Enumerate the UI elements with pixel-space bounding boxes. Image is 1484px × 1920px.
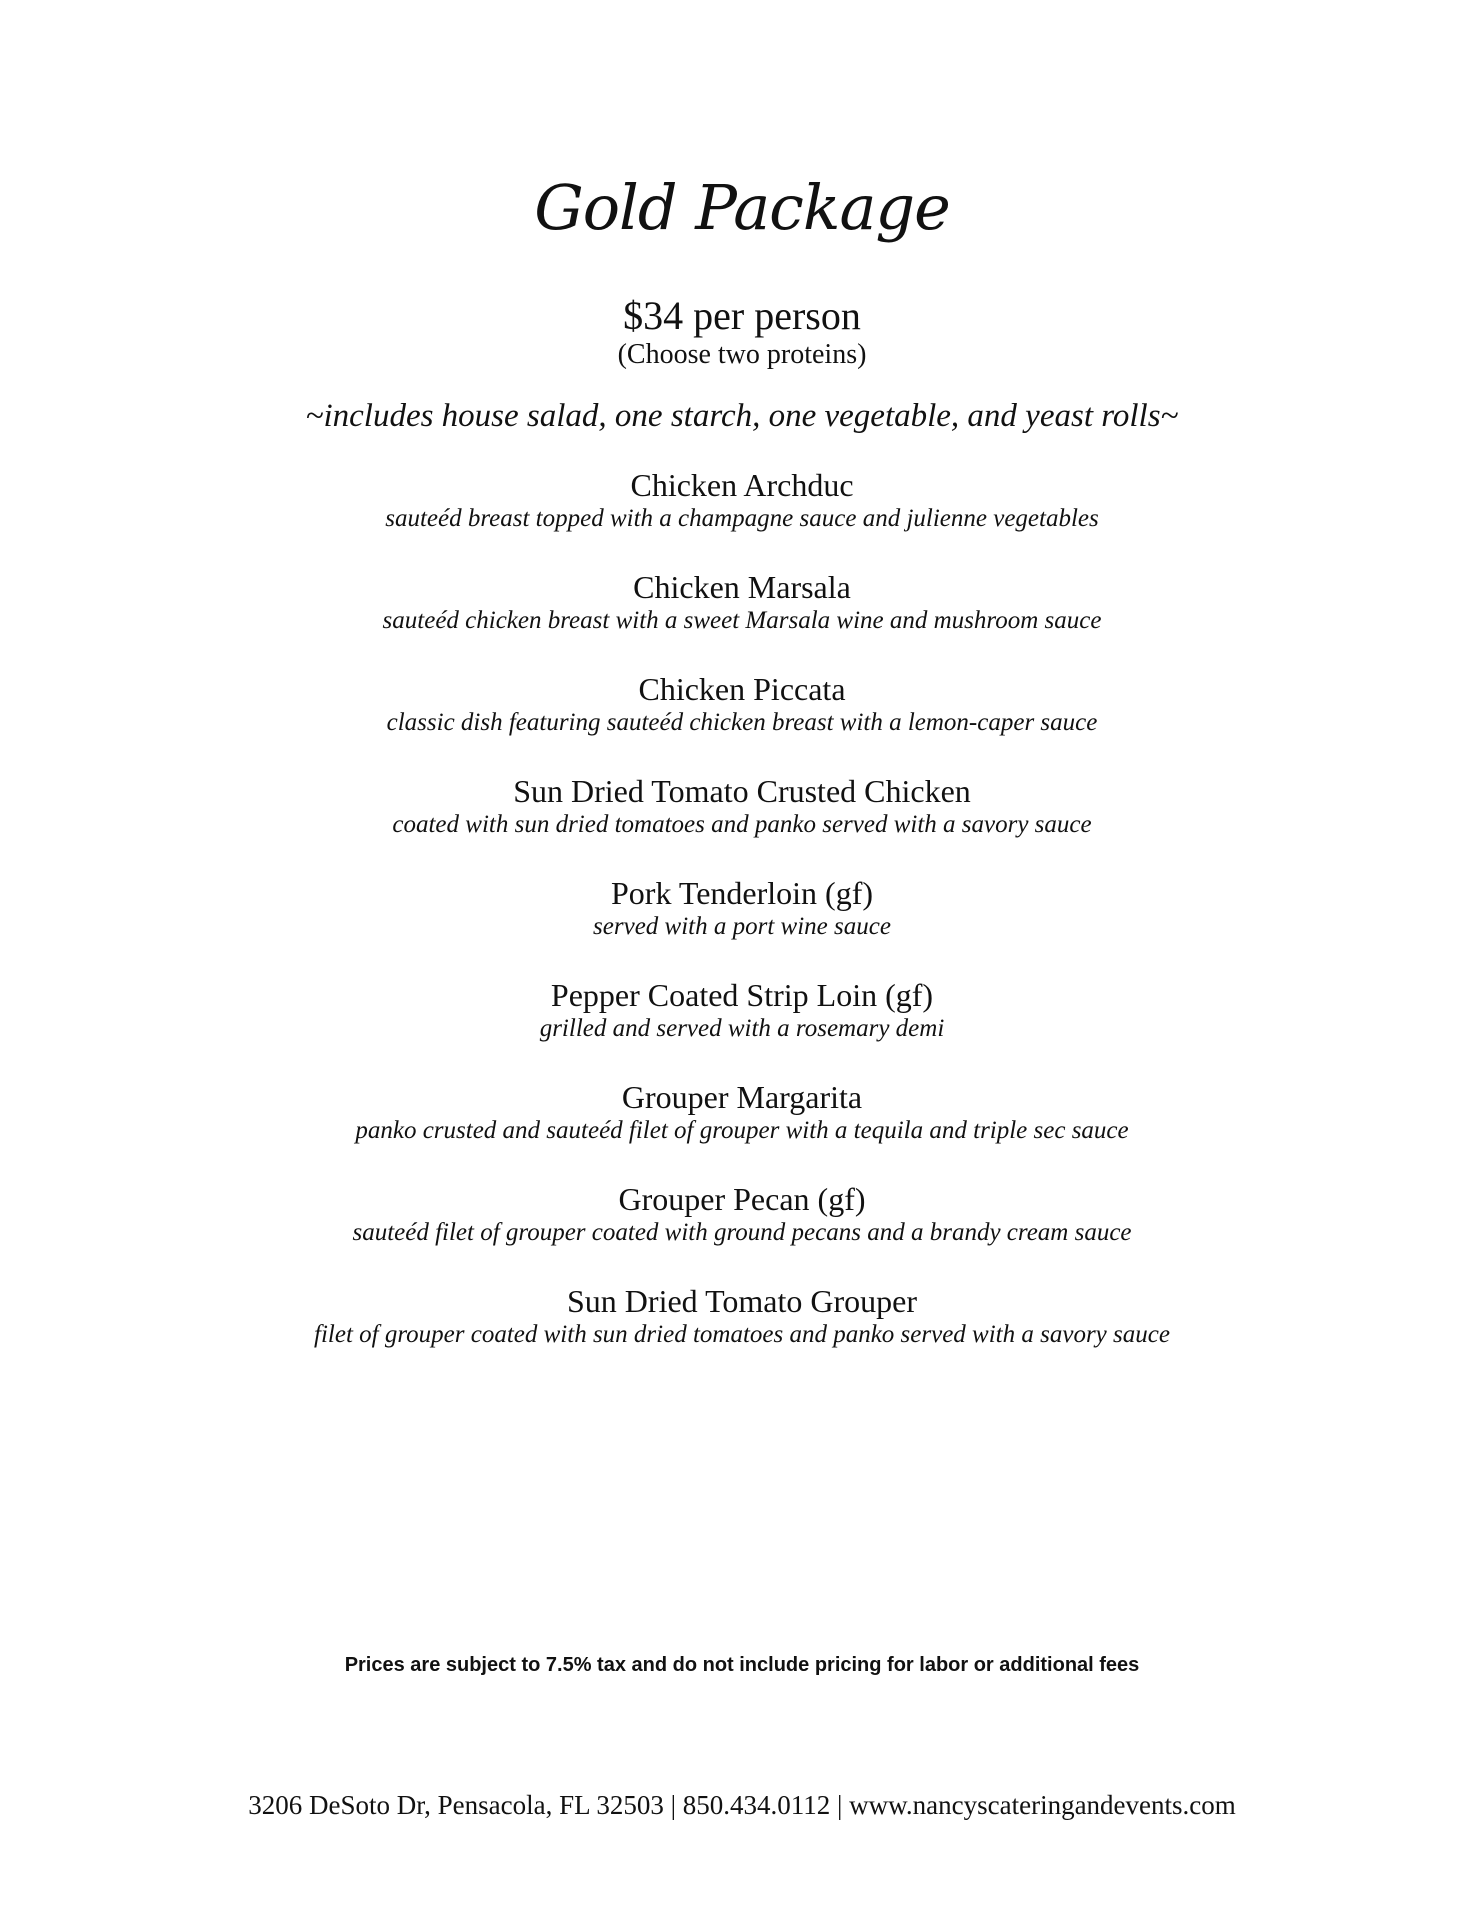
menu-item-pork-tenderloin bbox=[0, 874, 1484, 976]
menu-item-description: filet of grouper coated with sun dried tomatoes and panko served with a savory sauce bbox=[314, 1321, 1170, 1348]
menu-item-chicken-piccata bbox=[0, 670, 1484, 772]
menu-item-name: Chicken Archduc bbox=[630, 467, 854, 503]
menu-item-chicken-archduc bbox=[0, 466, 1484, 568]
menu-item-sun-dried-tomato-grouper bbox=[0, 1282, 1484, 1384]
menu-item-name: Chicken Marsala bbox=[633, 569, 851, 605]
protein-menu-list bbox=[0, 466, 1484, 1384]
menu-item-description: coated with sun dried tomatoes and panko served with a savory sauce bbox=[392, 811, 1092, 838]
menu-item-pepper-coated-strip-loin bbox=[0, 976, 1484, 1078]
contact-footer: 3206 DeSoto Dr, Pensacola, FL 32503 | 850.434.0112 | www.nancyscateringandevents.com bbox=[248, 1790, 1236, 1820]
package-price: $34 per person bbox=[623, 293, 861, 338]
menu-item-name: Pork Tenderloin (gf) bbox=[611, 875, 873, 911]
menu-item-grouper-pecan bbox=[0, 1180, 1484, 1282]
menu-item-description: sauteéd chicken breast with a sweet Marsala wine and mushroom sauce bbox=[382, 607, 1102, 634]
menu-item-name: Sun Dried Tomato Grouper bbox=[567, 1283, 917, 1319]
package-includes: ~includes house salad, one starch, one vegetable, and yeast rolls~ bbox=[305, 398, 1179, 434]
menu-item-name: Pepper Coated Strip Loin (gf) bbox=[550, 977, 934, 1013]
menu-item-description: sauteéd filet of grouper coated with ground pecans and a brandy cream sauce bbox=[352, 1219, 1132, 1246]
menu-item-sun-dried-tomato-crusted-chicken bbox=[0, 772, 1484, 874]
tax-disclaimer: Prices are subject to 7.5% tax and do not include pricing for labor or additional fees bbox=[344, 1654, 1140, 1676]
menu-item-description: grilled and served with a rosemary demi bbox=[539, 1015, 945, 1042]
menu-item-description: panko crusted and sauteéd filet of grouper with a tequila and triple sec sauce bbox=[355, 1117, 1129, 1144]
menu-item-description: served with a port wine sauce bbox=[593, 913, 891, 940]
menu-item-chicken-marsala bbox=[0, 568, 1484, 670]
menu-item-name: Chicken Piccata bbox=[638, 671, 846, 707]
menu-item-grouper-margarita bbox=[0, 1078, 1484, 1180]
protein-instruction: (Choose two proteins) bbox=[617, 339, 867, 370]
menu-item-description: classic dish featuring sauteéd chicken breast with a lemon-caper sauce bbox=[386, 709, 1098, 736]
menu-item-name: Grouper Pecan (gf) bbox=[618, 1181, 866, 1217]
menu-item-description: sauteéd breast topped with a champagne sauce and julienne vegetables bbox=[385, 505, 1099, 532]
menu-item-name: Sun Dried Tomato Crusted Chicken bbox=[513, 773, 971, 809]
menu-item-name: Grouper Margarita bbox=[621, 1079, 863, 1115]
package-title: Gold Package bbox=[534, 171, 950, 244]
